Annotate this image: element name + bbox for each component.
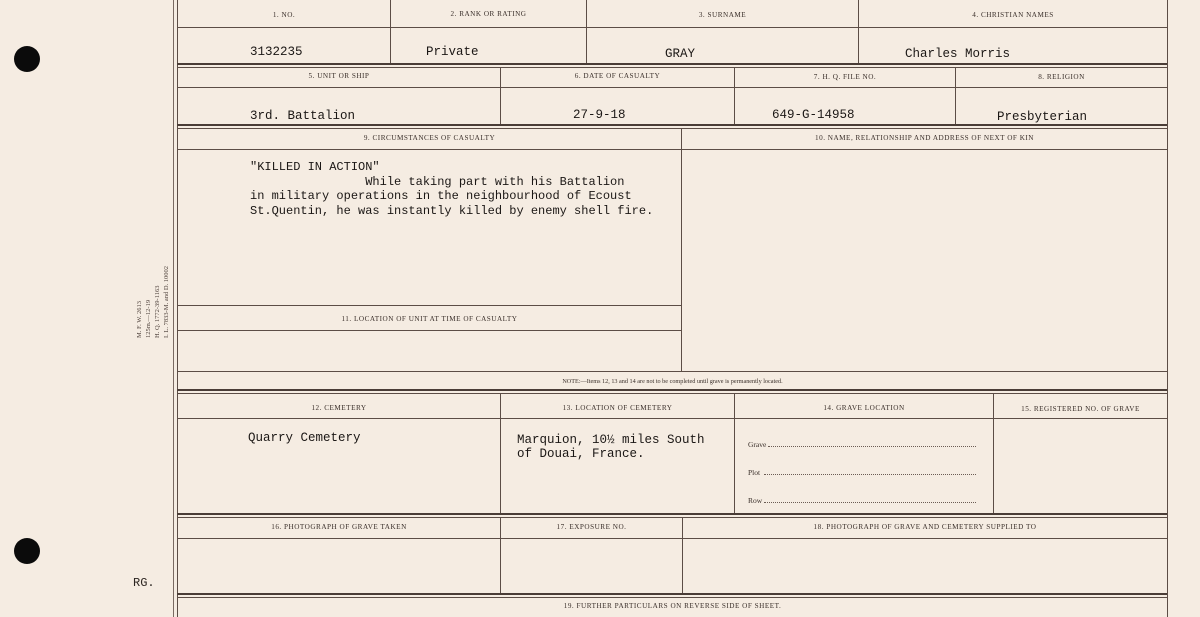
rule [177, 393, 1167, 394]
rule [177, 330, 681, 331]
rule [177, 27, 1167, 28]
header-circumstances: 9. CIRCUMSTANCES OF CASUALTY [363, 134, 496, 142]
file-marker: RG. [133, 576, 155, 590]
header-surname: 3. SURNAME [698, 11, 747, 19]
header-unit: 5. UNIT OR SHIP [308, 72, 370, 80]
cemetery-location-value: Marquion, 10½ miles South of Douai, France. [517, 433, 705, 461]
circumstances-text: "KILLED IN ACTION" While taking part with his Battalion in military operations in the neighbourhood of Ecoust St.Quentin, he was instantly killed by enemy shell fire. [250, 160, 654, 218]
rule [177, 418, 1167, 419]
hq-file-value: 649-G-14958 [772, 108, 855, 122]
header-location-of-unit: 11. LOCATION OF UNIT AT TIME OF CASUALTY [341, 315, 518, 323]
right-border [1167, 0, 1168, 617]
rule [177, 538, 1167, 539]
rule [177, 597, 1167, 598]
side-print-1: M. F. W. 2613 [136, 300, 143, 338]
header-cemetery: 12. CEMETERY [311, 404, 367, 412]
note-text: NOTE:—Items 12, 13 and 14 are not to be completed until grave is permanently located. [562, 378, 783, 385]
side-print-2: 125m.—12-19 [145, 299, 152, 338]
rule [177, 389, 1167, 391]
grave-line [768, 446, 976, 447]
rule [177, 63, 1167, 65]
unit-value: 3rd. Battalion [250, 109, 356, 123]
divider [681, 128, 682, 371]
rule [177, 517, 1167, 518]
header-date: 6. DATE OF CASUALTY [574, 72, 661, 80]
header-hq-file: 7. H. Q. FILE NO. [813, 73, 877, 81]
rule [177, 513, 1167, 515]
header-registered-no: 15. REGISTERED NO. OF GRAVE [1021, 405, 1140, 413]
footer-note: 19. FURTHER PARTICULARS ON REVERSE SIDE OF SHEET. [563, 602, 782, 610]
header-rank: 2. RANK OR RATING [450, 10, 527, 18]
date-value: 27-9-18 [573, 108, 626, 122]
rule [177, 593, 1167, 595]
punch-hole-bottom [14, 538, 40, 564]
left-margin-line [173, 0, 174, 617]
rule [177, 67, 1167, 68]
divider [858, 0, 859, 64]
header-exposure: 17. EXPOSURE NO. [556, 523, 627, 531]
divider [586, 0, 587, 64]
header-christian-names: 4. CHRISTIAN NAMES [972, 11, 1054, 19]
rule [177, 371, 1167, 372]
row-label: Row [748, 496, 763, 505]
row-line [764, 502, 976, 503]
service-number: 3132235 [250, 45, 303, 59]
header-photo-supplied: 18. PHOTOGRAPH OF GRAVE AND CEMETERY SUPPLIED TO [813, 523, 1037, 531]
plot-label: Plot [748, 468, 761, 477]
plot-line [764, 474, 976, 475]
header-religion: 8. RELIGION [1038, 73, 1085, 81]
cemetery-value: Quarry Cemetery [248, 431, 361, 445]
rule [177, 128, 1167, 129]
header-no: 1. NO. [272, 11, 296, 19]
grave-label: Grave [748, 440, 767, 449]
header-next-of-kin: 10. NAME, RELATIONSHIP AND ADDRESS OF NEXT OF KIN [815, 134, 1034, 142]
header-photo-taken: 16. PHOTOGRAPH OF GRAVE TAKEN [271, 523, 407, 531]
side-print-4: I. L. 7833-M. and D. 10002 [163, 265, 170, 338]
side-print-3: H. Q. 1772-39-1163 [154, 285, 161, 338]
religion-value: Presbyterian [997, 110, 1088, 124]
header-cemetery-location: 13. LOCATION OF CEMETERY [562, 404, 673, 412]
rank-value: Private [426, 45, 479, 59]
rule [177, 305, 681, 306]
rule [177, 149, 1167, 150]
christian-names-value: Charles Morris [905, 47, 1011, 61]
rule [177, 87, 1167, 88]
punch-hole-top [14, 46, 40, 72]
rule [177, 124, 1167, 126]
header-grave-location: 14. GRAVE LOCATION [823, 404, 905, 412]
surname-value: GRAY [665, 47, 696, 61]
